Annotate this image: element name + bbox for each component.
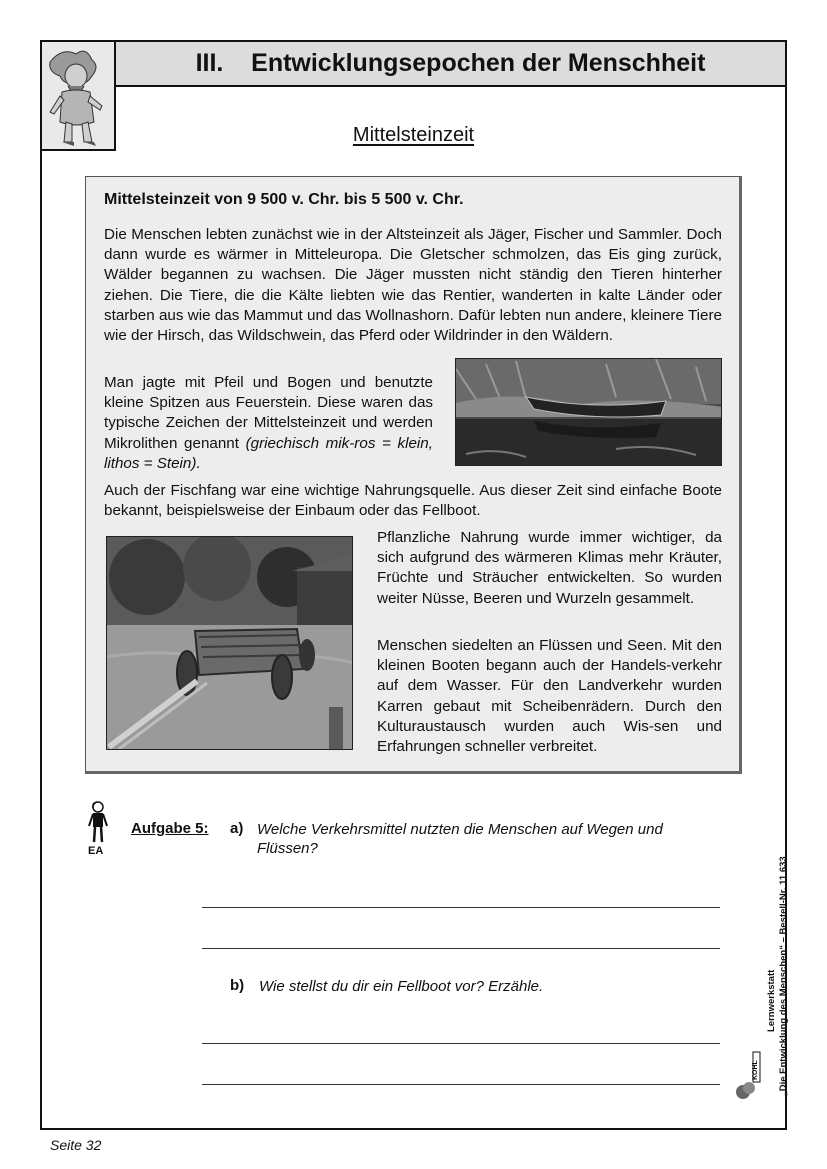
answer-line-a-1[interactable] — [202, 907, 720, 908]
answer-line-a-2[interactable] — [202, 948, 720, 949]
info-paragraph-2-main: Man jagte mit Pfeil und Bogen und benutzte kleine Spitzen aus Feuerstein. Diese waren das typische Zeichen der Mittelsteinzeit und werden Mikrolithen genannt — [104, 374, 433, 452]
task-a-question: Welche Verkehrsmittel nutzten die Menschen auf Wegen und Flüssen? — [257, 821, 663, 857]
person-icon — [86, 800, 110, 844]
info-paragraph-4: Pflanzliche Nahrung wurde immer wichtiger, da sich aufgrund des wärmeren Klimas mehr Kräuter, Früchte und Sträucher entwickelten. So wurden weiter Nüsse, Beeren und Wurzeln gesammelt. — [377, 529, 722, 607]
info-paragraph-2 — [104, 373, 433, 474]
sidebar-publisher: Lernwerkstatt — [766, 969, 777, 1032]
info-paragraph-2-italic: (griechisch mik-ros = klein, lithos = Stein). — [104, 434, 433, 472]
page-number: Seite 32 — [50, 1137, 102, 1153]
publisher-logo — [733, 1050, 761, 1102]
task-a-letter: a) — [230, 820, 244, 837]
dugout-canoe-photo — [455, 358, 722, 466]
answer-line-b-1[interactable] — [202, 1043, 720, 1044]
logo-text: KOHL — [752, 1060, 759, 1080]
cart-photo — [106, 536, 353, 750]
page-title: III. Entwicklungsepochen der Menschheit — [195, 49, 706, 77]
info-paragraph-5: Menschen siedelten an Flüssen und Seen. Mit den kleinen Booten begann auch der Handels-verkehr auf dem Wasser. Für den Landverkehr wurden Karren gebaut mit Scheibenrädern. Durch den Kulturaustausch wurden auch Wis-sen und Erfahrungen schneller verbreitet. — [377, 637, 722, 756]
answer-line-b-2[interactable] — [202, 1084, 720, 1085]
section-subtitle: Mittelsteinzeit — [352, 124, 475, 146]
ea-label: EA — [88, 845, 104, 857]
page-title-bar — [114, 40, 787, 87]
task-label: Aufgabe 5: — [131, 820, 209, 837]
sidebar-title: „Die Entwicklung des Menschen“ – Bestell-Nr. 11 633 — [778, 856, 789, 1096]
task-b-letter: b) — [230, 977, 245, 994]
info-paragraph-1: Die Menschen lebten zunächst wie in der Altsteinzeit als Jäger, Fischer und Sammler. Doch dann wurde es wärmer in Mitteleuropa. Die Gletscher schmolzen, das Eis ging zurück, Wälder begannen zu wachsen. Die Jäger mussten nicht ständig den Tieren hinterher ziehen. Die Tiere, die die Kälte liebten wie das Rentier, wanderten in kalte Länder oder starben aus wie das Mammut und das Wollnashorn. Dafür lebten nun andere, kleinere Tiere wie der Hirsch, das Wildschwein, das Pferd oder Wildrinder in den Wäldern. — [104, 226, 722, 345]
info-box-heading: Mittelsteinzeit von 9 500 v. Chr. bis 5 500 v. Chr. — [104, 191, 464, 208]
info-paragraph-3: Auch der Fischfang war eine wichtige Nahrungsquelle. Aus dieser Zeit sind einfache Boote bekannt, beispielsweise der Einbaum oder das Fellboot. — [104, 482, 722, 520]
task-b-question: Wie stellst du dir ein Fellboot vor? Erzähle. — [259, 978, 544, 995]
